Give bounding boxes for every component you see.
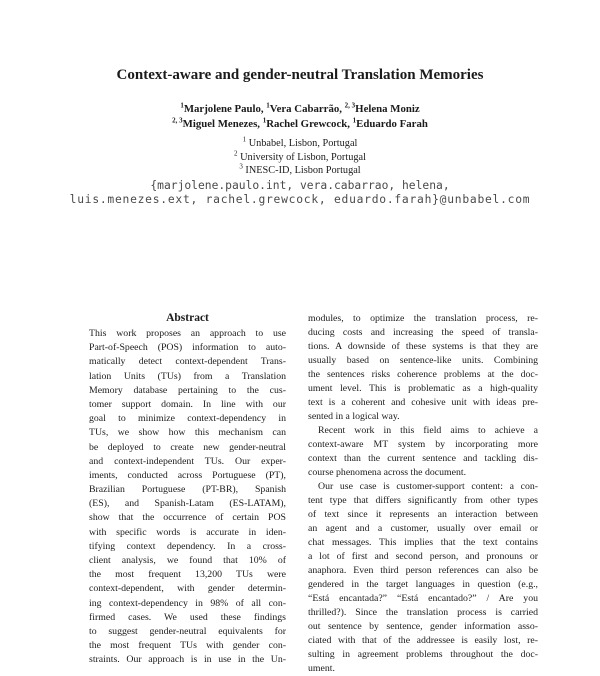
paragraph-line: the sentences risks coherence problems at the doc- <box>308 369 538 380</box>
paragraph-line: a lot of first and second person, and pronouns or <box>308 551 538 562</box>
paragraph-line: ument level. This is problematic as a high-quality <box>308 383 538 394</box>
paragraph-line: ducing costs and increasing the speed of transla- <box>308 327 538 338</box>
abstract-line: straints. Our approach is in use in the Un- <box>89 654 286 666</box>
paragraph-line: modules, to optimize the translation process, re- <box>308 313 538 324</box>
affiliation-name: Unbabel, Lisbon, Portugal <box>246 138 358 149</box>
abstract-line: tifying context dependency. In a cross- <box>89 540 286 552</box>
abstract-line: the most frequent TUs with gender con- <box>89 640 286 652</box>
abstract-line: TUs, we show how this mechanism can <box>89 427 286 439</box>
paragraph-line: ciated with that of the addressee is easily lost, re- <box>308 635 538 646</box>
affiliation-line <box>0 164 600 178</box>
affiliation-superscript: 1 <box>352 115 357 124</box>
affiliation-lines <box>0 137 600 178</box>
paragraph-line: course phenomena across the document. <box>308 467 467 478</box>
abstract-line: tomer support domain. In line with our <box>89 398 286 410</box>
affiliation-name: INESC-ID, Lisbon Portugal <box>242 165 361 176</box>
paragraph-line: out sentence by sentence, gender information asso- <box>308 621 538 632</box>
paragraph-line: context than the current sentence and tackling dis- <box>308 453 538 464</box>
abstract-line: (ES), and Spanish-Latam (ES-LATAM), <box>89 498 286 510</box>
abstract-line: lation Units (TUs) from a Translation <box>89 370 286 382</box>
abstract-line: be deployed to create new gender-neutral <box>89 441 286 453</box>
abstract-line: context-dependent, with gender determin- <box>89 583 286 595</box>
affiliation-superscript: 1 <box>266 101 270 110</box>
abstract-line: ing context-dependency in 98% of all con- <box>89 597 286 609</box>
paragraph-line: gendered in the target languages in question (e.g., <box>308 579 538 590</box>
author-name: Helena Moniz <box>355 103 420 115</box>
intro-column <box>308 304 538 676</box>
paragraph-line: anaphora. Even third person references can also be <box>308 565 538 576</box>
paragraph-line: sented in a logical way. <box>308 411 400 422</box>
abstract-line: client analysis, we found that 10% of <box>89 555 286 566</box>
paragraph <box>308 480 538 676</box>
author-name: Eduardo Farah <box>356 117 428 130</box>
author-line <box>0 102 600 117</box>
paragraph-line: context-aware MT system by incorporating more <box>308 439 538 450</box>
email-line: {marjolene.paulo.int, vera.cabarrao, helena, <box>150 178 450 192</box>
paragraph-line: of text since it represents an interaction between <box>308 509 538 520</box>
affiliation-superscript: 3 <box>239 162 243 171</box>
affiliation-line <box>0 137 600 151</box>
paragraph-line: text is a coherent and cohesive unit with ideas pre- <box>308 397 538 408</box>
abstract-body <box>89 327 286 668</box>
author-name: Marjolene Paulo, <box>183 103 267 115</box>
paragraph-line: usually based on sentence-like units. Combining <box>308 355 538 366</box>
paragraph-line: chat messages. This implies that the text contains <box>308 537 538 548</box>
paragraph-line: tent type that differs significantly from other types <box>308 495 538 506</box>
abstract-line: and context-independent TUs. Our exper- <box>89 455 286 467</box>
affiliation-superscript: 2 <box>234 149 238 158</box>
abstract-line: Brazilian Portuguese (PT-BR), Spanish <box>89 484 286 496</box>
affiliation-line <box>0 151 600 165</box>
abstract-line: firmed cases. We used these findings <box>89 611 286 623</box>
abstract-line: Memory database pertaining to the cus- <box>89 384 286 396</box>
author-name: Miguel Menezes, <box>182 117 263 130</box>
abstract-line: Part-of-Speech (POS) information to auto- <box>89 342 286 354</box>
affiliation-superscript: 1 <box>262 115 267 124</box>
paragraph-line: ument. <box>308 663 335 674</box>
abstract-line: matically detect context-dependent Trans- <box>89 356 286 368</box>
abstract-column <box>75 304 300 676</box>
paragraph-line: Recent work in this field aims to achieve a <box>318 425 538 436</box>
email-block <box>0 179 600 207</box>
abstract-heading: Abstract <box>166 312 209 324</box>
abstract-line: iments, conducted across Portuguese (PT), <box>89 469 286 481</box>
affiliation-superscript: 2, 3 <box>172 115 183 124</box>
paragraph <box>308 312 538 424</box>
paper-title: Context-aware and gender-neutral Translation Memories <box>116 67 484 83</box>
author-lines <box>0 102 600 131</box>
affiliation-superscript: 1 <box>180 101 184 110</box>
abstract-line: the most frequent 13,200 TUs were <box>89 569 286 581</box>
affiliation-superscript: 2, 3 <box>344 101 356 110</box>
two-column-body <box>75 304 538 676</box>
affiliation-superscript: 1 <box>242 135 247 144</box>
paragraph <box>308 424 538 480</box>
paragraph-line: an agent and a customer, usually over email or <box>308 523 538 534</box>
abstract-line: with specific words is accurate in iden- <box>89 526 286 538</box>
paragraph-line: Our use case is customer-support content: a con- <box>318 481 538 492</box>
paragraph-line: “Está encantada?” “Está encantado?” / Are you <box>308 593 538 604</box>
paragraph-line: sulting in agreement problems throughout the doc- <box>308 649 538 660</box>
abstract-line: goal to minimize context-dependency in <box>89 413 286 425</box>
affiliation-name: University of Lisbon, Portugal <box>237 151 366 163</box>
author-name: Vera Cabarrão, <box>269 103 345 115</box>
abstract-line: to suggest gender-neutral equivalents for <box>89 625 286 637</box>
abstract-line: This work proposes an approach to use <box>89 328 286 339</box>
abstract-line: show that the occurrence of certain POS <box>89 512 286 524</box>
paragraph-line: thrilled?). Since the translation process is carried <box>308 607 538 618</box>
author-line <box>0 117 600 132</box>
author-name: Rachel Grewcock, <box>266 117 353 130</box>
paper-page <box>0 66 600 674</box>
paragraph-line: tions. A downside of these systems is that they are <box>308 341 538 352</box>
email-line: luis.menezes.ext, rachel.grewcock, eduardo.farah}@unbabel.com <box>69 192 531 206</box>
